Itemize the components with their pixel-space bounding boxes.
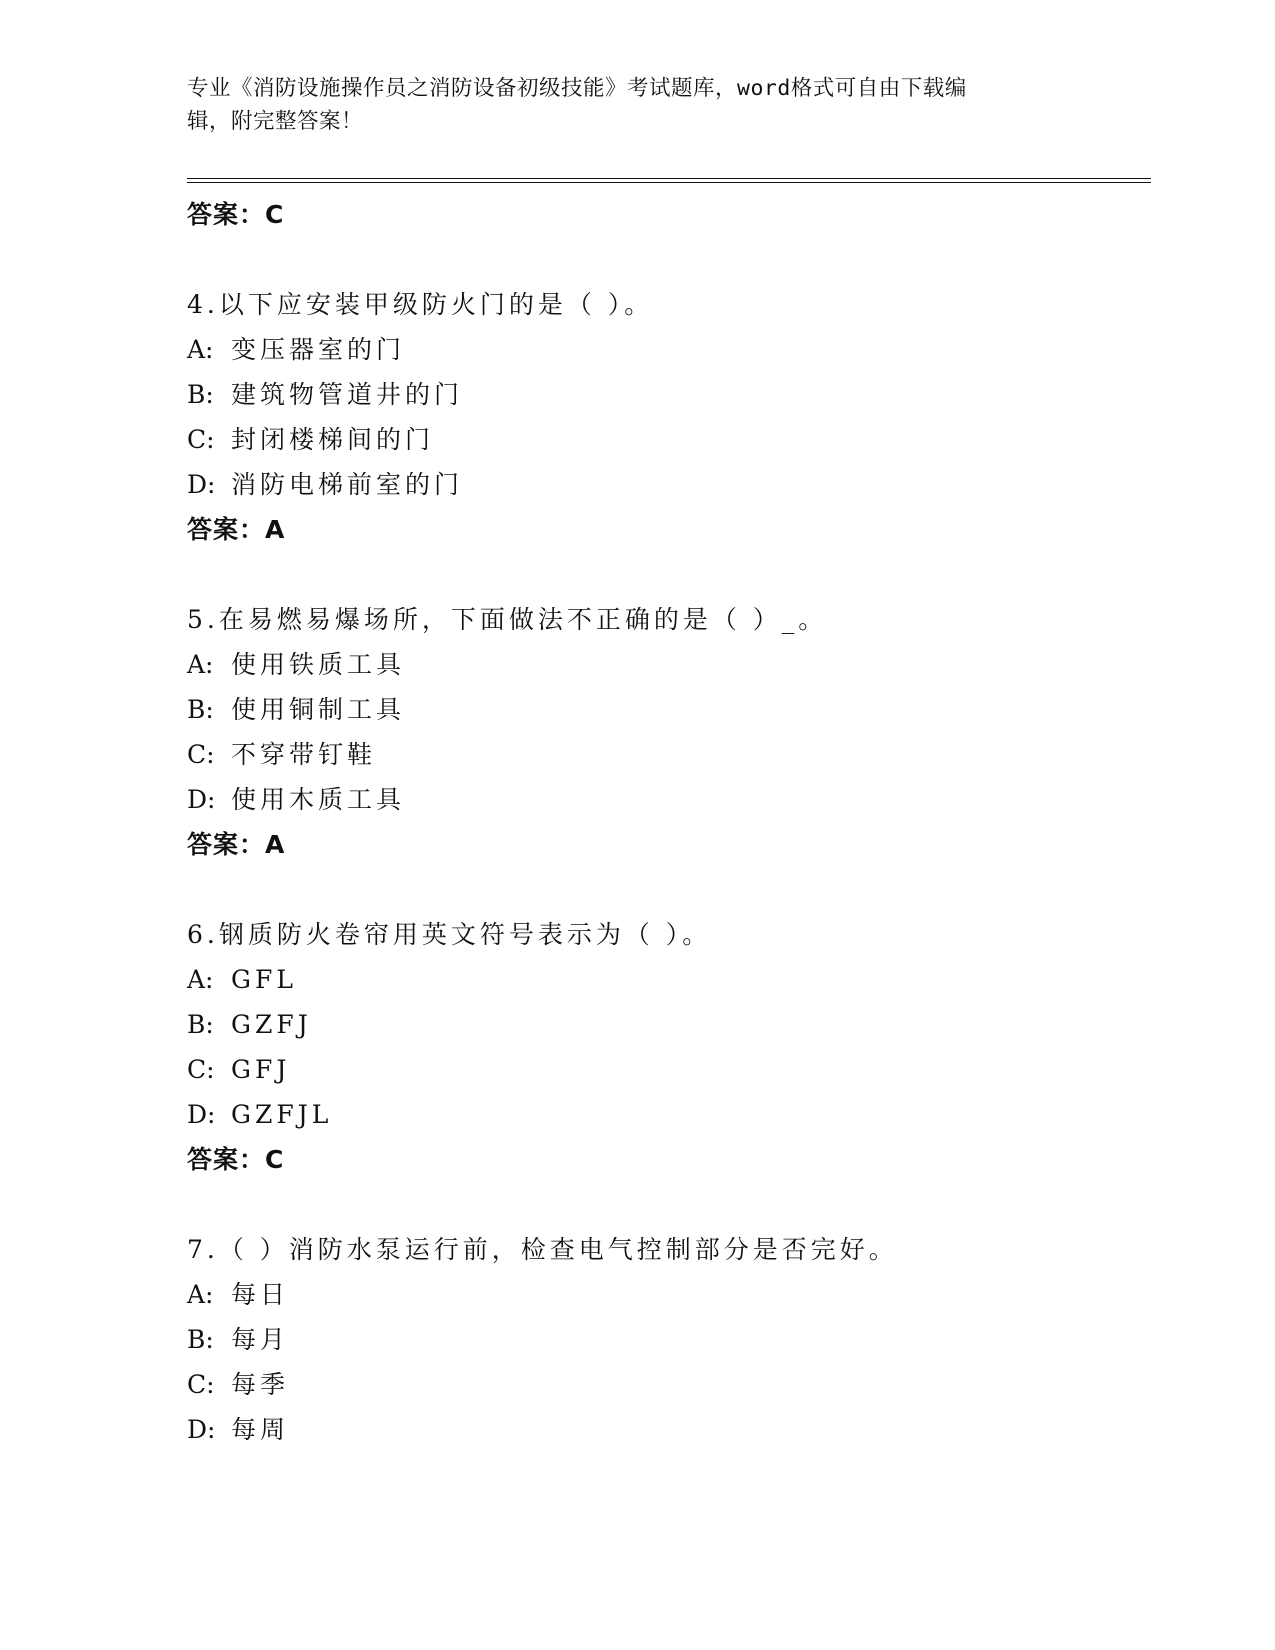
option-key: D: xyxy=(187,785,216,814)
question-text: 5.在易燃易爆场所，下面做法不正确的是（ ）_。 xyxy=(187,605,828,634)
option-text: 每周 xyxy=(231,1415,290,1444)
option-text: GFJ xyxy=(231,1055,291,1084)
question-5 xyxy=(187,597,1137,867)
option-key: A: xyxy=(187,965,214,994)
option-b xyxy=(187,1317,1137,1362)
question-text: 4.以下应安装甲级防火门的是（ ）。 xyxy=(187,290,654,319)
option-text: GFL xyxy=(231,965,297,994)
option-key: A: xyxy=(187,650,214,679)
header-line-2: 辑，附完整答案！ xyxy=(187,109,364,134)
option-text: 每日 xyxy=(231,1280,290,1309)
option-text: 封闭楼梯间的门 xyxy=(231,425,435,454)
option-a xyxy=(187,1272,1137,1317)
option-d xyxy=(187,462,1137,507)
option-b xyxy=(187,687,1137,732)
option-d xyxy=(187,777,1137,822)
option-key: C: xyxy=(187,740,215,769)
option-key: B: xyxy=(187,1325,214,1354)
option-a xyxy=(187,642,1137,687)
answer: 答案：A xyxy=(187,515,286,544)
header-rule-top xyxy=(187,178,1151,179)
option-key: C: xyxy=(187,425,215,454)
option-c xyxy=(187,732,1137,777)
header-line-1: 专业《消防设施操作员之消防设备初级技能》考试题库，word格式可自由下载编 xyxy=(187,76,967,101)
question-text: 6.钢质防火卷帘用英文符号表示为（ ）。 xyxy=(187,920,712,949)
option-text: 不穿带钉鞋 xyxy=(231,740,377,769)
previous-answer: 答案：C xyxy=(187,200,285,229)
option-d xyxy=(187,1092,1137,1137)
option-text: GZFJL xyxy=(231,1100,333,1129)
option-b xyxy=(187,372,1137,417)
option-text: 每季 xyxy=(231,1370,290,1399)
option-c xyxy=(187,1362,1137,1407)
option-text: GZFJ xyxy=(231,1010,312,1039)
option-text: 每月 xyxy=(231,1325,290,1354)
option-a xyxy=(187,957,1137,1002)
option-key: B: xyxy=(187,380,214,409)
option-b xyxy=(187,1002,1137,1047)
option-key: D: xyxy=(187,1100,216,1129)
document-header xyxy=(187,72,1067,138)
option-text: 使用铁质工具 xyxy=(231,650,406,679)
option-text: 使用铜制工具 xyxy=(231,695,406,724)
answer: 答案：C xyxy=(187,1145,285,1174)
question-6 xyxy=(187,912,1137,1182)
option-c xyxy=(187,1047,1137,1092)
option-key: D: xyxy=(187,470,216,499)
option-d xyxy=(187,1407,1137,1452)
question-list xyxy=(187,192,1137,1452)
option-text: 消防电梯前室的门 xyxy=(231,470,464,499)
option-key: C: xyxy=(187,1370,215,1399)
question-7 xyxy=(187,1227,1137,1452)
answer: 答案：A xyxy=(187,830,286,859)
question-text: 7.（ ）消防水泵运行前，检查电气控制部分是否完好。 xyxy=(187,1235,898,1264)
option-text: 建筑物管道井的门 xyxy=(231,380,464,409)
option-key: B: xyxy=(187,1010,214,1039)
option-key: C: xyxy=(187,1055,215,1084)
header-rule-bottom xyxy=(187,182,1151,183)
option-key: B: xyxy=(187,695,214,724)
option-key: D: xyxy=(187,1415,216,1444)
option-key: A: xyxy=(187,1280,214,1309)
option-c xyxy=(187,417,1137,462)
option-text: 使用木质工具 xyxy=(231,785,406,814)
option-a xyxy=(187,327,1137,372)
option-text: 变压器室的门 xyxy=(231,335,406,364)
option-key: A: xyxy=(187,335,214,364)
question-4 xyxy=(187,282,1137,552)
